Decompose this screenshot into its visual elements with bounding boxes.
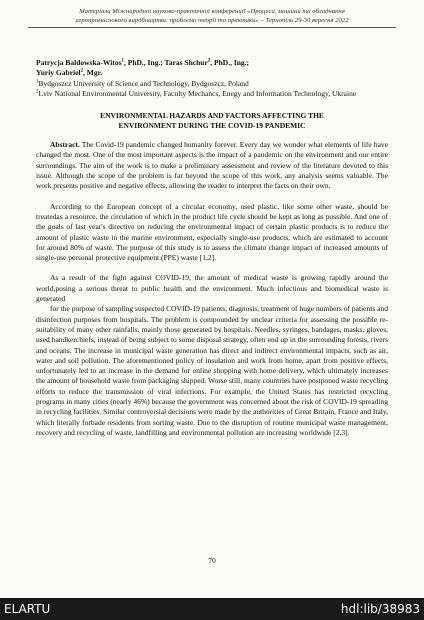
body-paragraph-1: According to the European concept of a circular economy, used plastic, like some other waste, should be treatedas a resource, the circulation of which in the product life cycle should be kept as long as possible. And one of the goals of last year's directive on reducing the environmental impact of certain plastic products is to reduce the amount of plastic waste in the marine environment, especially single-use products, which are estimated to account for around 80% of waste. The purpose of this study is to assess the climate change impact of increased amounts of single-use personal protective equipment (PPE) waste [1,2]. [36, 201, 388, 263]
author-name-1: Patrycja Baldowska-Witos [36, 58, 122, 67]
affiliation-2 [36, 89, 388, 99]
author-name-3: Yuriy Gabriel [36, 68, 81, 78]
running-header [28, 8, 396, 28]
page-number: 70 [208, 556, 216, 565]
author-affil-sup: 1 [121, 58, 124, 64]
author-affil-sup: 2 [207, 58, 211, 64]
repository-name: ELARTU [4, 602, 51, 616]
body-paragraph-3: for the purpose of sampling suspected COVID-19 patients, diagnosis, treatment of huge numbers of patients and disinfection purposes from hospitals. The problem is compounded by unclear criteria for assessing the possible re-suitability of many other rainfalls, mainly those generated by hospitals. Needles, syringes, bandages, masks, gloves, used handkerchiefs, instead of being subject to some disposal strategy, often end up in the surrounding forests, rivers and oceans. The increase in municipal waste generation has direct and indirect environmental impacts, such as air, water and soil pollution. The aforementioned policy of insulation and work from home, apart from positive effects, unfortunately led to an increase in the demand for online shopping with home delivery, which ultimately increases the amount of household waste from packaging shipped. Worse still, many countries have postponed waste recycling efforts to reduce the transmission of viral infections. For example, the United States has restricted recycling programs in many cities (nearly 46%) because the government was concerned about the risk of COVID-19 spreading in recycling facilities. Similar controversial decisions were made by the authorities of Great Britain, France and Italy, which literally forbade residents from sorting waste. Due to the disruption of routine municipal waste management, recovery and recycling of waste, landfilling and environmental pollution are increasing worldwide [2,3]. [36, 304, 388, 437]
article-content [36, 58, 388, 448]
affiliation-1 [36, 79, 388, 89]
affiliation-sup: 2 [36, 89, 39, 95]
author-degree-3: , Mgr. [83, 68, 103, 78]
running-header-line1: Матеріали Міжнародної науково-практичної конференції «Процеси, машини та обладнання [79, 8, 345, 15]
authors-line1 [36, 58, 388, 68]
affiliation-text: Lviv National Environmental University, Faculty Mechancs, Enegy and Information Technology, Ukraine [38, 88, 357, 98]
title-line1: ENVIRONMENTAL HAZARDS AND FACTORS AFFECTING THE [100, 111, 324, 121]
author-degree-2: , PhD., Ing.; [210, 58, 250, 67]
title-line2: ENVIRONMENT DURING THE COVID-19 PANDEMIC [118, 121, 306, 131]
affiliation-text: Bydgoszcz University of Science and Technology, Bydgoszcz, Poland [38, 78, 249, 88]
abstract-text: The Covid-19 pandemic changed humanity forever. Every day we wonder what elements of life have changed the most. One of the most important aspects is the impact of a pandemic on the environment and our entire surroundings. The aim of the work is to make a preliminary assessment and review of the literature devoted to this issue. Although the scope of the problem is far beyond the scope of this work, any analysis seems valuable. The work presents positive and negative effects, allowing the reader to interpret the facts on their own. [36, 140, 388, 191]
viewer-footer-bar [0, 598, 424, 620]
author-affil-sup: 2 [80, 68, 84, 74]
author-name-2: Taras Shchur [164, 58, 208, 67]
body-paragraph-2: As a result of the fight against COVID-19, the amount of medical waste is growing rapidly around the world,posing a serious threat to public health and the environment. Much infectious and biomedical waste is generated [36, 273, 388, 304]
abstract-paragraph [36, 140, 388, 191]
abstract-label: Abstract. [50, 140, 80, 150]
article-title [36, 111, 388, 131]
author-degree-1: , PhD., Ing.; [124, 58, 165, 67]
affiliation-sup: 1 [36, 79, 39, 85]
running-header-line2: агропромислового виробництва: проблеми теорії та практики» – Тернопіль 29-30 вересня 2022 [75, 16, 349, 24]
authors-line2 [36, 68, 388, 78]
handle-id[interactable]: hdl:lib/38983 [340, 602, 420, 616]
